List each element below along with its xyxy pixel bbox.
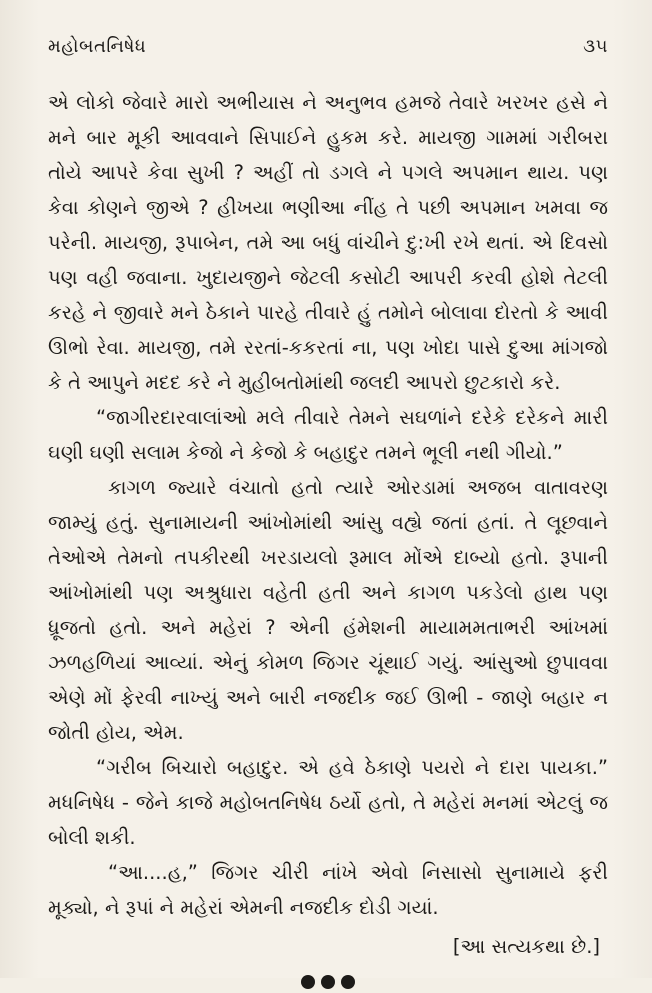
section-end-ornament	[48, 974, 608, 993]
running-head	[48, 36, 608, 57]
source-note: [આ સત્યકથા છે.]	[452, 935, 600, 958]
paragraph-mehran-thought: “ગરીબ બિચારો બહાદુર. એ હવે ઠેકાણે પયરો ને દારા પાયકા.” મધનિષેધ - જેને કાજે મહોબતનિષેધ ઠર્યો હતો, તે મહેરાં મનમાં એટલું જ બોલી શકી.	[48, 756, 608, 849]
body-text	[48, 85, 608, 925]
ornament-dot	[341, 975, 355, 989]
paragraph-letter-closing: “જાગીરદારવાલાંઓ મલે તીવારે તેમને સઘળાંને દરેકે દરેકને મારી ઘણી ઘણી સલામ કેજો ને કેજો કે બહાદુર તમને ભૂલી નથી ગીયો.”	[48, 406, 608, 464]
running-title: મહોબતનિષેધ	[48, 36, 147, 57]
paragraph-final-sigh: “આ....હ,” જિગર ચીરી નાંખે એવો નિસાસો સુનામાયે ફરી મૂક્યો, ને રૂપાં ને મહેરાં એમની નજદીક દોડી ગયાં.	[48, 861, 608, 919]
page-number: ૩૫	[583, 36, 608, 57]
ornament-dot	[301, 975, 315, 989]
ornament-dot	[321, 975, 335, 989]
paragraph-letter-body: એ લોકો જેવારે મારો અભીયાસ ને અનુભવ હમજે તેવારે ખરખર હસે ને મને બાર મૂકી આવવાને સિપાઈને હુકમ કરે. માયજી ગામમાં ગરીબરા તોયે આપરે કેવા સુખી ? અહીં તો ડગલે ને પગલે અપમાન થાય. પણ કેવા કોણને જીએ ? હીખયા ભણીઆ નીંહ તે પછી અપમાન ખમવા જ પરેની. માયજી, રૂપાબેન, તમે આ બધું વાંચીને દુ:ખી રખે થતાં. એ દિવસો પણ વહી જવાના. ખુદાયજીને જેટલી કસોટી આપરી કરવી હોશે તેટલી કરહે ને જીવારે મને ઠેકાને પારહે તીવારે હું તમોને બોલાવા દોરતો કે આવી ઊભો રેવા. માયજી, તમે રરતાં-કકરતાં ના, પણ ખોદા પાસે દુઆ માંગજો કે તે આપુને મદદ કરે ને મુહીબતોમાંથી જલદી આપરો છુટકારો કરે.	[48, 91, 608, 394]
paragraph-room-scene: કાગળ જ્યારે વંચાતો હતો ત્યારે ઓરડામાં અજબ વાતાવરણ જામ્યું હતું. સુનામાયની આંખોમાંથી આંસુ વહ્યે જતાં હતાં. તે લૂછવાને તેઓએ તેમનો તપકીરથી ખરડાયલો રૂમાલ મોંએ દાબ્યો હતો. રૂપાની આંખોમાંથી પણ અશ્રુધારા વહેતી હતી અને કાગળ પકડેલો હાથ પણ ધ્રૂજતો હતો. અને મહેરાં ? એની હંમેશની માયામમતાભરી આંખમાં ઝળહળિયાં આવ્યાં. એનું કોમળ જિગર ચૂંથાઈ ગયું. આંસુઓ છુપાવવા એણે મોં ફેરવી નાખ્યું અને બારી નજદીક જઈ ઊભી - જાણે બહાર ન જોતી હોય, એમ.	[48, 476, 608, 744]
